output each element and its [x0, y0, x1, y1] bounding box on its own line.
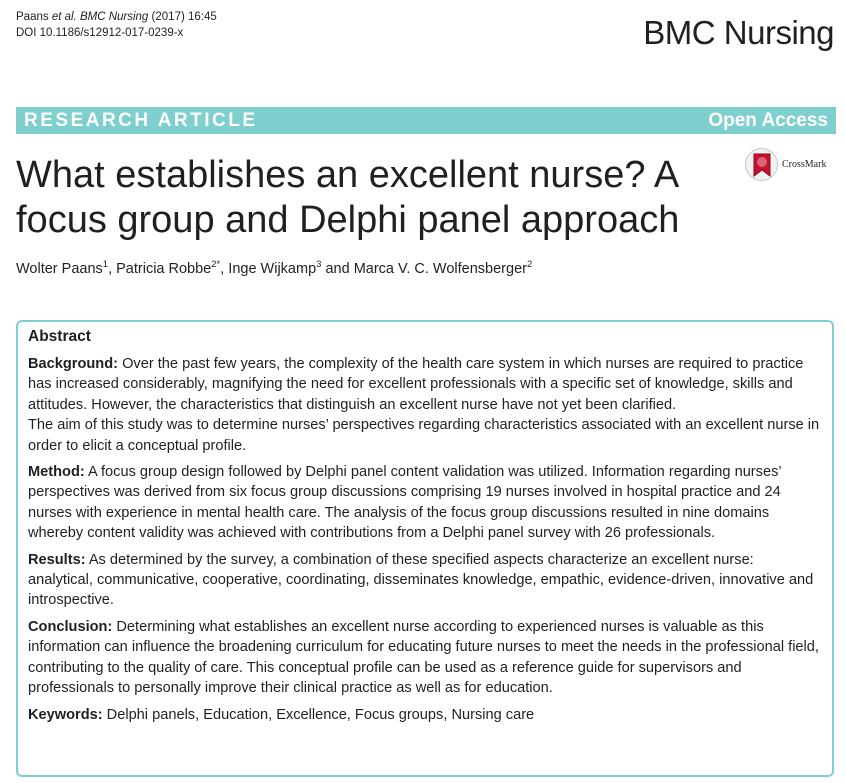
citation-et-al: et al.: [51, 11, 77, 23]
abstract-conclusion: [28, 617, 822, 699]
abstract-box: [16, 320, 834, 777]
crossmark-icon: [745, 148, 778, 181]
citation-authors: Paans: [16, 11, 49, 23]
abstract-results: [28, 550, 822, 611]
author-affiliation: 2: [526, 259, 533, 271]
results-label: Results:: [28, 551, 86, 568]
citation-year-pages: (2017) 16:45: [151, 11, 217, 23]
author-list: [16, 261, 532, 277]
author-affiliation: 3: [316, 259, 322, 271]
keywords-label: Keywords:: [28, 706, 103, 723]
citation-block: [16, 9, 217, 41]
article-title: What establishes an excellent nurse? A focus group and Delphi panel approach: [16, 154, 680, 241]
open-access-label: Open Access: [708, 109, 828, 131]
citation-doi: DOI 10.1186/s12912-017-0239-x: [16, 27, 184, 39]
abstract-method: [28, 462, 822, 544]
author-name[interactable]: Patricia Robbe: [116, 261, 212, 277]
conclusion-text: Determining what establishes an excellent nurse according to experienced nurses is valuable as this information can influence the broadening curriculum for educating future nurses to meet the needs in the professional field, contributing to the quality of care. This conceptual profile can be used as a reference guide for supervisors and professionals to personally improve their clinical practice as well as for education.: [28, 618, 819, 697]
background-label: Background:: [28, 356, 118, 372]
author-name[interactable]: Marca V. C. Wolfensberger: [353, 261, 527, 277]
crossmark-badge[interactable]: [745, 148, 826, 181]
crossmark-label: CrossMark: [782, 159, 827, 170]
article-banner: [16, 107, 836, 134]
method-label: Method:: [28, 464, 85, 481]
author-separator: ,: [108, 261, 117, 277]
abstract-keywords: [28, 705, 822, 725]
citation-line: [16, 9, 217, 25]
method-text: A focus group design followed by Delphi panel content validation was utilized. Information regarding nurses’ perspectives was derived from six focus group discussions comprising 19 nurses involved in hospital practice and 24 nurses with experience in mental health care. The analysis of the focus group discussions resulted in nine domains whereby content validity was achieved with contributions from a Delphi panel survey with 26 professionals.: [28, 464, 782, 542]
conclusion-label: Conclusion:: [28, 618, 113, 635]
keywords-text: Delphi panels, Education, Excellence, Focus groups, Nursing care: [106, 706, 535, 723]
abstract-background-aim: [28, 415, 822, 456]
author-name[interactable]: Inge Wijkamp: [228, 261, 317, 277]
article-type: RESEARCH ARTICLE: [24, 109, 258, 131]
abstract-background: [28, 354, 822, 415]
author-affiliation: 1: [102, 259, 109, 271]
journal-brand: BMC Nursing: [643, 14, 834, 51]
author-affiliation: 2*: [211, 259, 221, 271]
abstract-heading: Abstract: [28, 328, 91, 345]
background-text: Over the past few years, the complexity of the health care system in which nurses are required to practice has increased considerably, magnifying the need for excellent professionals with a specific set of knowledge, skills and attitudes. However, the characteristics that distinguish an excellent nurse have not yet been clarified.: [28, 356, 804, 413]
author-name[interactable]: Wolter Paans: [16, 261, 103, 277]
results-text: As determined by the survey, a combination of these specified aspects characterize an excellent nurse: analytical, communicative, cooperative, coordinating, disseminates knowledge, empathic, evidence-driven, innovative and introspective.: [28, 551, 814, 609]
author-separator: ,: [220, 261, 229, 277]
background-aim-text: The aim of this study was to determine nurses’ perspectives regarding characteristics associated with an excellent nurse in order to elicit a conceptual profile.: [28, 417, 820, 454]
citation-journal: BMC Nursing: [79, 11, 149, 23]
author-separator: and: [321, 261, 354, 277]
